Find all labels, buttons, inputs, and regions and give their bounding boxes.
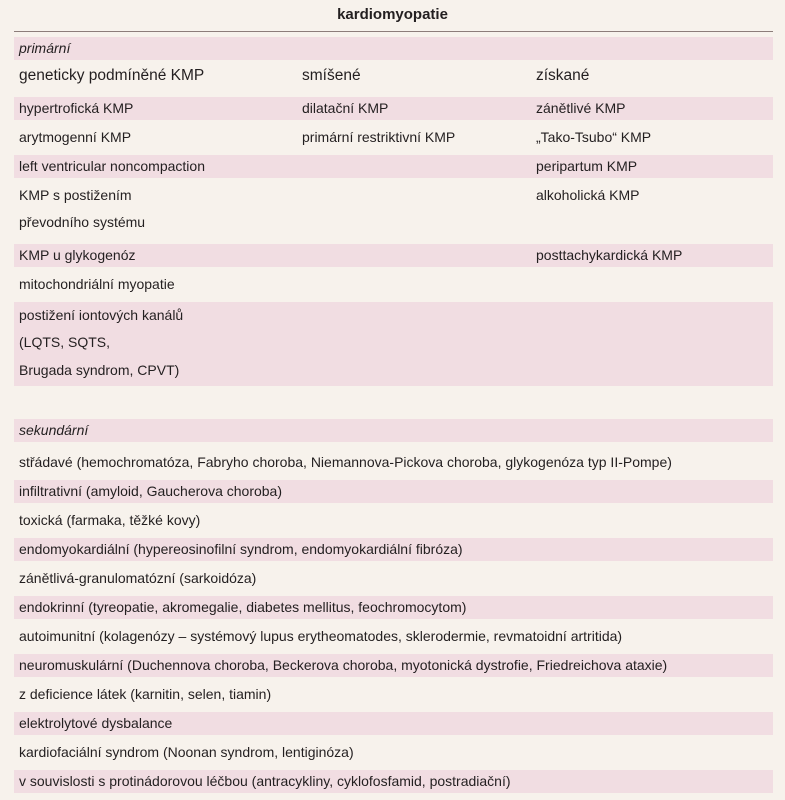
genetic-cell: postižení iontových kanálů — [19, 307, 184, 323]
acquired-cell: „Tako-Tsubo“ KMP — [536, 129, 652, 145]
genetic-cell: převodního systému — [19, 214, 146, 230]
genetic-cell: left ventricular noncompaction — [19, 158, 205, 174]
genetic-cell: KMP s postižením — [19, 187, 132, 203]
secondary-cell: zánětlivá-granulomatózní (sarkoidóza) — [19, 570, 257, 586]
secondary-cell: neuromuskulární (Duchennova choroba, Beckerova choroba, myotonická dystrofie, Friedreichova ataxie) — [19, 657, 668, 673]
secondary-cell: autoimunitní (kolagenózy – systémový lupus erytheomatodes, sklerodermie, revmatoidní artritida) — [19, 628, 623, 644]
header-acquired: získané — [536, 67, 590, 84]
header-genetic: geneticky podmíněné KMP — [19, 67, 205, 84]
genetic-cell: (LQTS, SQTS, — [19, 334, 111, 350]
table-row-ion-channels — [14, 302, 773, 386]
table-row — [14, 184, 773, 207]
acquired-cell: alkoholická KMP — [536, 187, 640, 203]
secondary-cell: kardiofaciální syndrom (Noonan syndrom, lentiginóza) — [19, 744, 354, 760]
acquired-cell: zánětlivé KMP — [536, 100, 626, 116]
table-row — [14, 741, 773, 764]
secondary-cell: v souvislosti s protinádorovou léčbou (antracykliny, cyklofosfamid, postradiační) — [19, 773, 511, 789]
secondary-cell: z deficience látek (karnitin, selen, tiamin) — [19, 686, 272, 702]
primary-label-row — [14, 37, 773, 60]
table-row — [14, 273, 773, 296]
table-row — [14, 625, 773, 648]
title-rule — [14, 31, 773, 32]
table-row — [14, 155, 773, 178]
secondary-label-row — [14, 419, 773, 442]
genetic-cell: KMP u glykogenóz — [19, 247, 136, 263]
secondary-cell: endokrinní (tyreopatie, akromegalie, diabetes mellitus, feochromocytom) — [19, 599, 467, 615]
genetic-cell: hypertrofická KMP — [19, 100, 134, 116]
table-row — [14, 683, 773, 706]
secondary-cell: toxická (farmaka, těžké kovy) — [19, 512, 201, 528]
table-row — [14, 451, 773, 474]
acquired-cell: posttachykardická KMP — [536, 247, 683, 263]
mixed-cell: primární restriktivní KMP — [302, 129, 456, 145]
table-row — [14, 712, 773, 735]
secondary-cell: elektrolytové dysbalance — [19, 715, 173, 731]
genetic-cell: Brugada syndrom, CPVT) — [19, 362, 180, 378]
primary-header-row — [14, 64, 773, 87]
table-row — [14, 596, 773, 619]
acquired-cell: peripartum KMP — [536, 158, 638, 174]
table-row — [14, 567, 773, 590]
table-title: kardiomyopatie — [337, 6, 448, 23]
table-row — [14, 509, 773, 532]
genetic-cell: mitochondriální myopatie — [19, 276, 175, 292]
mixed-cell: dilatační KMP — [302, 100, 389, 116]
table-row — [14, 126, 773, 149]
table-row — [14, 480, 773, 503]
table-row — [14, 770, 773, 793]
header-mixed: smíšené — [302, 67, 361, 84]
secondary-label: sekundární — [19, 422, 89, 438]
secondary-cell: infiltrativní (amyloid, Gaucherova choroba) — [19, 483, 283, 499]
secondary-cell: střádavé (hemochromatóza, Fabryho choroba, Niemannova-Pickova choroba, glykogenóza typ II-Pompe) — [19, 454, 672, 470]
table-row — [14, 654, 773, 677]
genetic-cell: arytmogenní KMP — [19, 129, 132, 145]
secondary-cell: endomyokardiální (hypereosinofilní syndrom, endomyokardiální fibróza) — [19, 541, 463, 557]
table-row — [14, 244, 773, 267]
table-row — [14, 211, 773, 234]
primary-label: primární — [19, 40, 71, 56]
table-row — [14, 97, 773, 120]
table-row — [14, 538, 773, 561]
